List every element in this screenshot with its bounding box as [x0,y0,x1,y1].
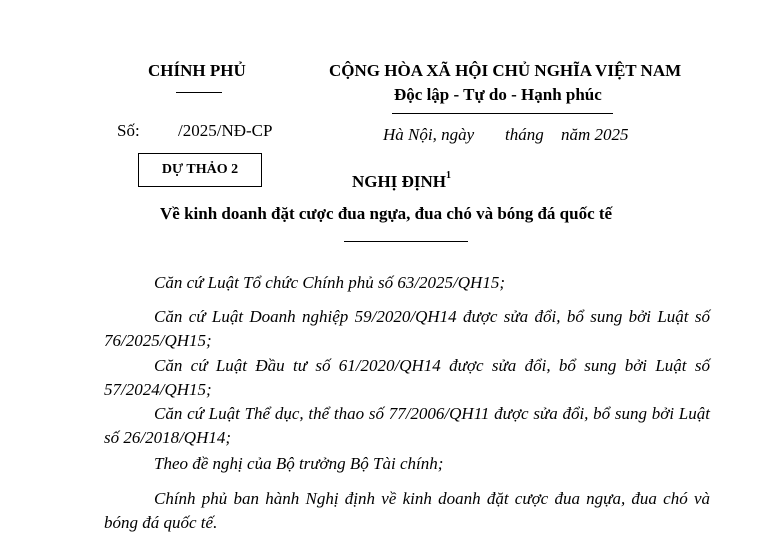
place-date-month: tháng [505,125,544,144]
motto: Độc lập - Tự do - Hạnh phúc [394,85,602,104]
preamble-item: Chính phủ ban hành Nghị định về kinh doanh đặt cược đua ngựa, đua chó và bóng đá quốc tế. [104,489,710,532]
preamble-item: Căn cứ Luật Tổ chức Chính phủ số 63/2025/QH15; [154,273,505,292]
preamble-item: Căn cứ Luật Đầu tư số 61/2020/QH14 được sửa đổi, bổ sung bởi Luật số 57/2024/QH15; [104,356,710,399]
decree-title [352,172,451,192]
nation-name: CỘNG HÒA XÃ HỘI CHỦ NGHĨA VIỆT NAM [329,61,682,80]
decree-title-text: NGHỊ ĐỊNH [352,172,446,191]
preamble-item: Căn cứ Luật Thể dục, thể thao số 77/2006/QH11 được sửa đổi, bổ sung bởi Luật số 26/2018/QH14; [104,404,710,447]
title-underline [344,241,468,242]
document-number-value: /2025/NĐ-CP [178,121,273,140]
footnote-mark: 1 [445,170,451,181]
issuer-name: CHÍNH PHỦ [148,61,246,80]
decree-subtitle: Về kinh doanh đặt cược đua ngựa, đua chó và bóng đá quốc tế [160,204,613,223]
motto-underline [392,113,613,114]
draft-label: DỰ THẢO 2 [161,162,239,177]
issuer-underline [176,92,222,93]
document-number-label: Số: [117,121,140,140]
place-date-place: Hà Nội, ngày [383,125,475,144]
preamble-item: Theo đề nghị của Bộ trưởng Bộ Tài chính; [154,454,444,473]
draft-label-box [138,153,262,187]
place-date-year: năm 2025 [561,125,629,144]
preamble-item: Căn cứ Luật Doanh nghiệp 59/2020/QH14 được sửa đổi, bổ sung bởi Luật số 76/2025/QH15; [104,307,710,350]
